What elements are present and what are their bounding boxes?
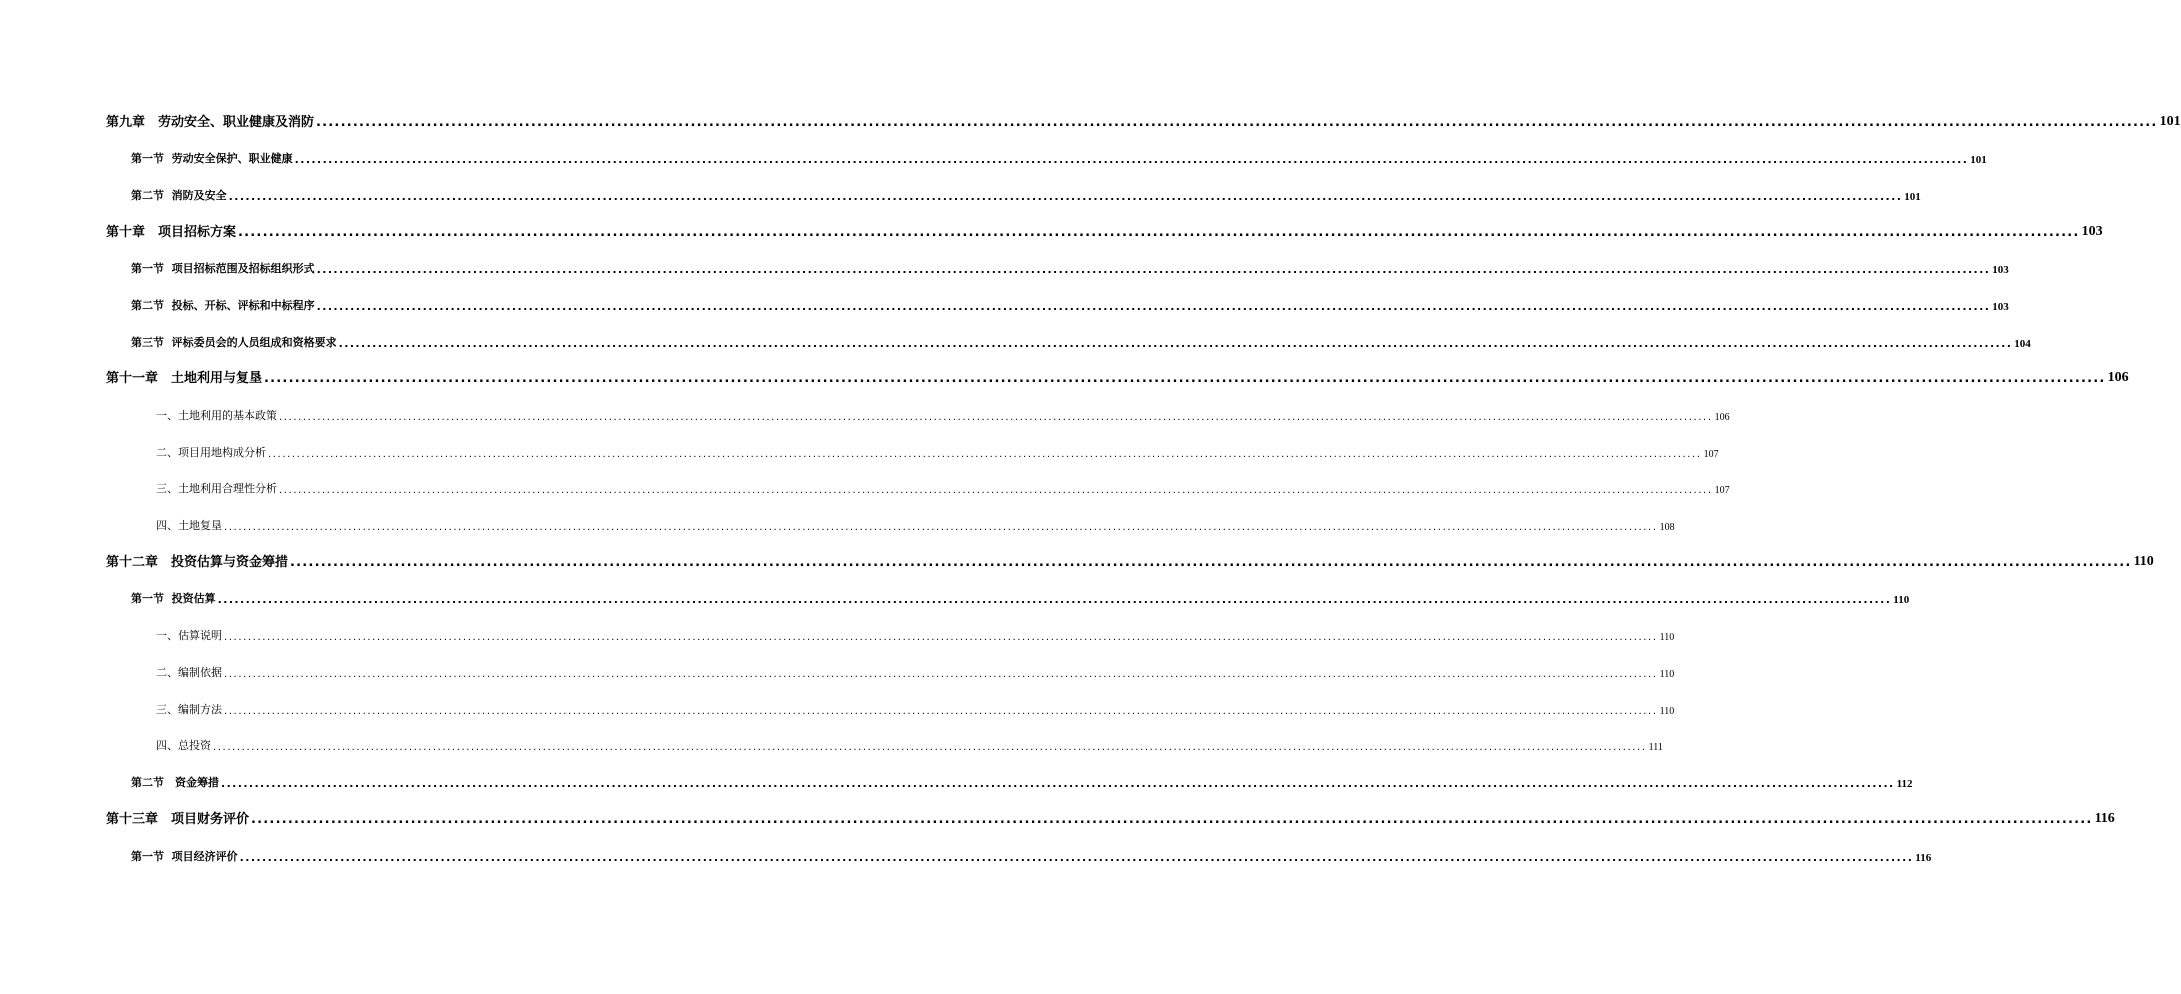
toc-page-number: 111 [1648, 742, 1663, 753]
toc-dot-leader: ............................................................................................................................................................................................................................................................................................................ [224, 522, 1658, 533]
toc-section-entry[interactable] [0, 326, 2031, 350]
toc-entry-title: 第十一章 土地利用与复垦 [106, 371, 263, 386]
toc-section-entry[interactable] [0, 252, 2009, 276]
toc-item-entry[interactable] [0, 693, 1675, 717]
toc-page-number: 116 [1915, 852, 1932, 864]
toc-dot-leader: ............................................................................................................................................................................................................................................................................................................ [238, 225, 2080, 240]
toc-entry-title: 第二节 资金筹措 [131, 776, 219, 789]
toc-item-entry[interactable] [0, 399, 1730, 423]
toc-item-entry[interactable] [0, 729, 1663, 753]
toc-section-entry[interactable] [0, 840, 1932, 864]
toc-chapter-entry[interactable] [0, 106, 2181, 130]
toc-dot-leader: ............................................................................................................................................................................................................................................................................................................ [264, 371, 2106, 386]
toc-chapter-entry[interactable] [0, 546, 2154, 570]
toc-entry-title: 二、项目用地构成分析 [156, 446, 266, 459]
toc-entry-title: 一、土地利用的基本政策 [156, 409, 277, 422]
toc-dot-leader: ............................................................................................................................................................................................................................................................................................................ [221, 777, 1895, 790]
toc-entry-title: 第二节 消防及安全 [131, 189, 227, 202]
toc-page-number: 103 [1992, 264, 2009, 276]
toc-dot-leader: ............................................................................................................................................................................................................................................................................................................ [239, 851, 1914, 864]
toc-dot-leader: ............................................................................................................................................................................................................................................................................................................ [224, 669, 1658, 680]
toc-page-number: 103 [1992, 301, 2009, 313]
toc-entry-title: 四、土地复垦 [156, 519, 222, 532]
toc-entry-title: 第一节 项目招标范围及招标组织形式 [131, 262, 315, 275]
toc-page-number: 104 [2014, 338, 2031, 350]
toc-page-number: 110 [1893, 594, 1910, 606]
toc-entry-title: 第十二章 投资估算与资金筹措 [106, 555, 289, 570]
toc-dot-leader: ............................................................................................................................................................................................................................................................................................................ [294, 153, 1969, 166]
toc-entry-title: 第九章 劳动安全、职业健康及消防 [106, 115, 315, 130]
toc-entry-title: 三、土地利用合理性分析 [156, 482, 277, 495]
toc-dot-leader: ............................................................................................................................................................................................................................................................................................................ [217, 593, 1892, 606]
toc-dot-leader: ............................................................................................................................................................................................................................................................................................................ [316, 115, 2158, 130]
toc-page-number: 116 [2094, 811, 2115, 826]
toc-page-number: 110 [1659, 706, 1675, 717]
toc-dot-leader: ............................................................................................................................................................................................................................................................................................................ [268, 449, 1702, 460]
toc-section-entry[interactable] [0, 179, 1921, 203]
toc-dot-leader: ............................................................................................................................................................................................................................................................................................................ [228, 190, 1903, 203]
toc-item-entry[interactable] [0, 619, 1675, 643]
toc-page-number: 103 [2081, 224, 2103, 239]
toc-dot-leader: ............................................................................................................................................................................................................................................................................................................ [224, 706, 1658, 717]
toc-entry-title: 第一节 投资估算 [131, 592, 216, 605]
toc-dot-leader: ............................................................................................................................................................................................................................................................................................................ [213, 742, 1647, 753]
toc-page-number: 106 [2107, 370, 2129, 385]
toc-page-number: 101 [1970, 154, 1987, 166]
toc-page-number: 110 [1659, 632, 1675, 643]
toc-item-entry[interactable] [0, 509, 1675, 533]
toc-entry-title: 第十三章 项目财务评价 [106, 812, 250, 827]
toc-item-entry[interactable] [0, 436, 1719, 460]
toc-page-number: 108 [1659, 522, 1675, 533]
toc-page-number: 101 [2159, 114, 2181, 129]
toc-chapter-entry[interactable] [0, 803, 2115, 827]
toc-entry-title: 四、总投资 [156, 739, 211, 752]
toc-page-number: 101 [1904, 191, 1921, 203]
toc-entry-title: 第二节 投标、开标、评标和中标程序 [131, 299, 315, 312]
toc-entry-title: 第三节 评标委员会的人员组成和资格要求 [131, 336, 337, 349]
toc-dot-leader: ............................................................................................................................................................................................................................................................................................................ [316, 300, 1991, 313]
toc-dot-leader: ............................................................................................................................................................................................................................................................................................................ [224, 632, 1658, 643]
toc-dot-leader: ............................................................................................................................................................................................................................................................................................................ [290, 555, 2132, 570]
toc-page-number: 107 [1714, 485, 1730, 496]
toc-dot-leader: ............................................................................................................................................................................................................................................................................................................ [338, 337, 2013, 350]
toc-dot-leader: ............................................................................................................................................................................................................................................................................................................ [316, 263, 1991, 276]
toc-entry-title: 三、编制方法 [156, 703, 222, 716]
toc-dot-leader: ............................................................................................................................................................................................................................................................................................................ [279, 485, 1713, 496]
toc-page-number: 110 [2133, 554, 2154, 569]
toc-dot-leader: ............................................................................................................................................................................................................................................................................................................ [251, 812, 2093, 827]
toc-chapter-entry[interactable] [0, 216, 2103, 240]
toc-page-number: 106 [1714, 412, 1730, 423]
toc-entry-title: 第十章 项目招标方案 [106, 225, 237, 240]
toc-page-number: 110 [1659, 669, 1675, 680]
toc-entry-title: 第一节 项目经济评价 [131, 850, 238, 863]
toc-section-entry[interactable] [0, 142, 1987, 166]
toc-dot-leader: ............................................................................................................................................................................................................................................................................................................ [279, 412, 1713, 423]
toc-item-entry[interactable] [0, 472, 1730, 496]
toc-page-number: 112 [1896, 778, 1913, 790]
toc-section-entry[interactable] [0, 766, 1913, 790]
toc-chapter-entry[interactable] [0, 362, 2129, 386]
toc-item-entry[interactable] [0, 656, 1675, 680]
toc-page-number: 107 [1703, 449, 1719, 460]
toc-section-entry[interactable] [0, 289, 2009, 313]
toc-entry-title: 二、编制依据 [156, 666, 222, 679]
toc-section-entry[interactable] [0, 582, 1910, 606]
toc-entry-title: 第一节 劳动安全保护、职业健康 [131, 152, 293, 165]
toc-entry-title: 一、估算说明 [156, 629, 222, 642]
